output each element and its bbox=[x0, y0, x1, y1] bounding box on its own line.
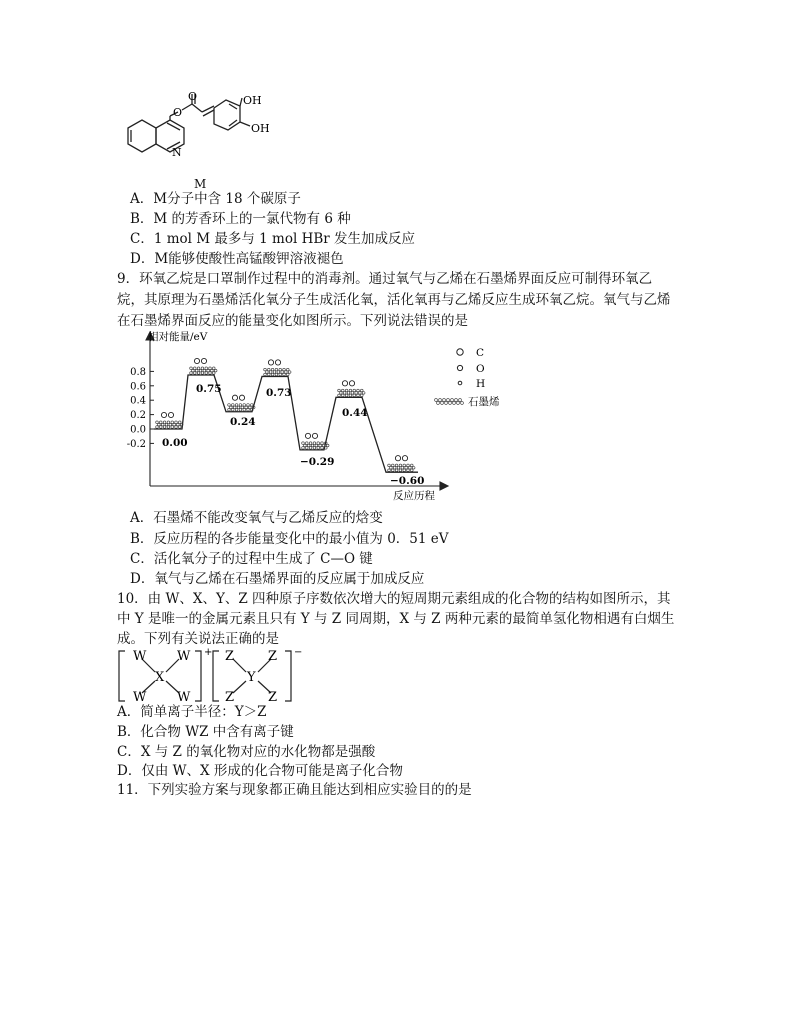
y-tick-label: 0.0 bbox=[130, 424, 146, 436]
anion-z-tr: Z bbox=[268, 649, 278, 664]
q10-stem-line-2: 中 Y 是唯一的金属元素且只有 Y 与 Z 同周期，X 与 Z 两种元素的最简单氢化物相遇有白烟生 bbox=[117, 611, 675, 627]
chart-ylabel: 相对能量/eV bbox=[148, 331, 208, 343]
level-value-label: 0.75 bbox=[196, 383, 222, 395]
legend-graphene-cell bbox=[441, 402, 444, 405]
oh-top-label: OH bbox=[243, 94, 262, 107]
ester-o-label: O bbox=[173, 106, 183, 119]
y-tick-label: 0.8 bbox=[130, 366, 146, 378]
anion-z-tl: Z bbox=[225, 649, 235, 664]
q8-option-a: A．M分子中含 18 个碳原子 bbox=[130, 191, 301, 207]
q8-option-c: C．1 mol M 最多与 1 mol HBr 发生加成反应 bbox=[130, 231, 416, 247]
cation-w-tl: W bbox=[133, 649, 147, 664]
q10-stem-line-3: 成。下列有关说法正确的是 bbox=[117, 631, 279, 647]
anion-z-bl: Z bbox=[225, 690, 235, 705]
intermediate-structure bbox=[388, 456, 415, 472]
q10-option-a: A．简单离子半径：Y＞Z bbox=[117, 704, 267, 720]
anion-z-br: Z bbox=[268, 690, 278, 705]
cation-w-bl: W bbox=[133, 690, 147, 705]
molecule-caption: M bbox=[194, 177, 207, 191]
legend-label: O bbox=[476, 363, 485, 375]
q8-option-b: B．M 的芳香环上的一氯代物有 6 种 bbox=[130, 211, 351, 227]
legend-graphene-cell bbox=[457, 402, 460, 405]
legend-graphene-cell bbox=[445, 402, 448, 405]
legend-graphene-cell bbox=[451, 399, 454, 402]
ring-n-label: N bbox=[172, 146, 182, 159]
cation-charge: + bbox=[204, 647, 213, 658]
intermediate-structure bbox=[190, 358, 217, 374]
legend-graphene-cell bbox=[459, 399, 462, 402]
legend-label: H bbox=[476, 378, 486, 390]
cation-w-br: W bbox=[177, 690, 191, 705]
level-value-label: 0.44 bbox=[342, 407, 368, 419]
legend-symbol bbox=[457, 365, 462, 370]
legend-graphene-cell bbox=[435, 399, 438, 402]
level-value-label: −0.60 bbox=[390, 475, 425, 487]
y-tick-label: 0.4 bbox=[130, 395, 146, 407]
chart-xlabel: 反应历程 bbox=[393, 490, 435, 502]
legend-graphene-cell bbox=[439, 399, 442, 402]
q9-stem-line-3: 在石墨烯界面反应的能量变化如图所示。下列说法错误的是 bbox=[117, 313, 468, 329]
q9-option-b: B．反应历程的各步能量变化中的最小值为 0．51 eV bbox=[130, 531, 449, 547]
intermediate-structure bbox=[228, 395, 255, 411]
intermediate-structure bbox=[338, 381, 365, 397]
legend-graphene-cell bbox=[453, 402, 456, 405]
q9-option-c: C．活化氧分子的过程中生成了 C—O 键 bbox=[130, 551, 373, 567]
intermediate-structure bbox=[302, 433, 329, 449]
level-value-label: −0.29 bbox=[300, 456, 335, 468]
legend-graphene-cell bbox=[449, 402, 452, 405]
intermediate-structure bbox=[264, 360, 291, 376]
legend-symbol bbox=[458, 381, 462, 385]
energy-profile-chart bbox=[110, 328, 530, 503]
q9-stem-line-1: 9．环氧乙烷是口罩制作过程中的消毒剂。通过氧气与乙烯在石墨烯界面反应可制得环氧乙 bbox=[117, 271, 653, 287]
legend-label: C bbox=[476, 347, 485, 359]
y-tick-label: 0.2 bbox=[130, 410, 146, 422]
level-value-label: 0.73 bbox=[266, 387, 292, 399]
q10-ion-structure bbox=[115, 647, 305, 705]
q10-option-c: C．X 与 Z 的氧化物对应的水化物都是强酸 bbox=[117, 744, 376, 760]
y-tick-label: 0.6 bbox=[130, 381, 146, 393]
legend-graphene-cell bbox=[437, 402, 440, 405]
q10-option-d: D．仅由 W、X 形成的化合物可能是离子化合物 bbox=[117, 763, 403, 779]
level-value-label: 0.00 bbox=[162, 437, 188, 449]
q10-option-b: B．化合物 WZ 中含有离子键 bbox=[117, 724, 294, 740]
intermediate-structure bbox=[156, 412, 183, 428]
q9-option-d: D．氧气与乙烯在石墨烯界面的反应属于加成反应 bbox=[130, 571, 425, 587]
anion-charge: − bbox=[294, 647, 303, 658]
legend-graphene-cell bbox=[461, 402, 464, 405]
y-tick-label: -0.2 bbox=[126, 438, 146, 450]
legend-label: 石墨烯 bbox=[468, 396, 500, 408]
q11-stem: 11．下列实验方案与现象都正确且能达到相应实验目的的是 bbox=[117, 782, 472, 798]
anion-center-y: Y bbox=[247, 670, 256, 685]
cation-w-tr: W bbox=[177, 649, 191, 664]
q9-option-a: A．石墨烯不能改变氧气与乙烯反应的焓变 bbox=[130, 510, 383, 526]
q10-stem-line-1: 10．由 W、X、Y、Z 四种原子序数依次增大的短周期元素组成的化合物的结构如图所示，其 bbox=[117, 591, 671, 607]
cation-center-x: X bbox=[155, 670, 165, 685]
legend-symbol bbox=[457, 349, 463, 355]
level-value-label: 0.24 bbox=[230, 416, 256, 428]
legend-graphene-cell bbox=[455, 399, 458, 402]
oh-right-label: OH bbox=[251, 122, 270, 135]
legend-graphene-cell bbox=[447, 399, 450, 402]
q8-option-d: D．M能够使酸性高锰酸钾溶液褪色 bbox=[130, 251, 344, 267]
carbonyl-o-label: O bbox=[188, 90, 198, 103]
legend-graphene-cell bbox=[443, 399, 446, 402]
q9-stem-line-2: 烷，其原理为石墨烯活化氧分子生成活化氧，活化氧再与乙烯反应生成环氧乙烷。氧气与乙烯 bbox=[117, 292, 671, 308]
